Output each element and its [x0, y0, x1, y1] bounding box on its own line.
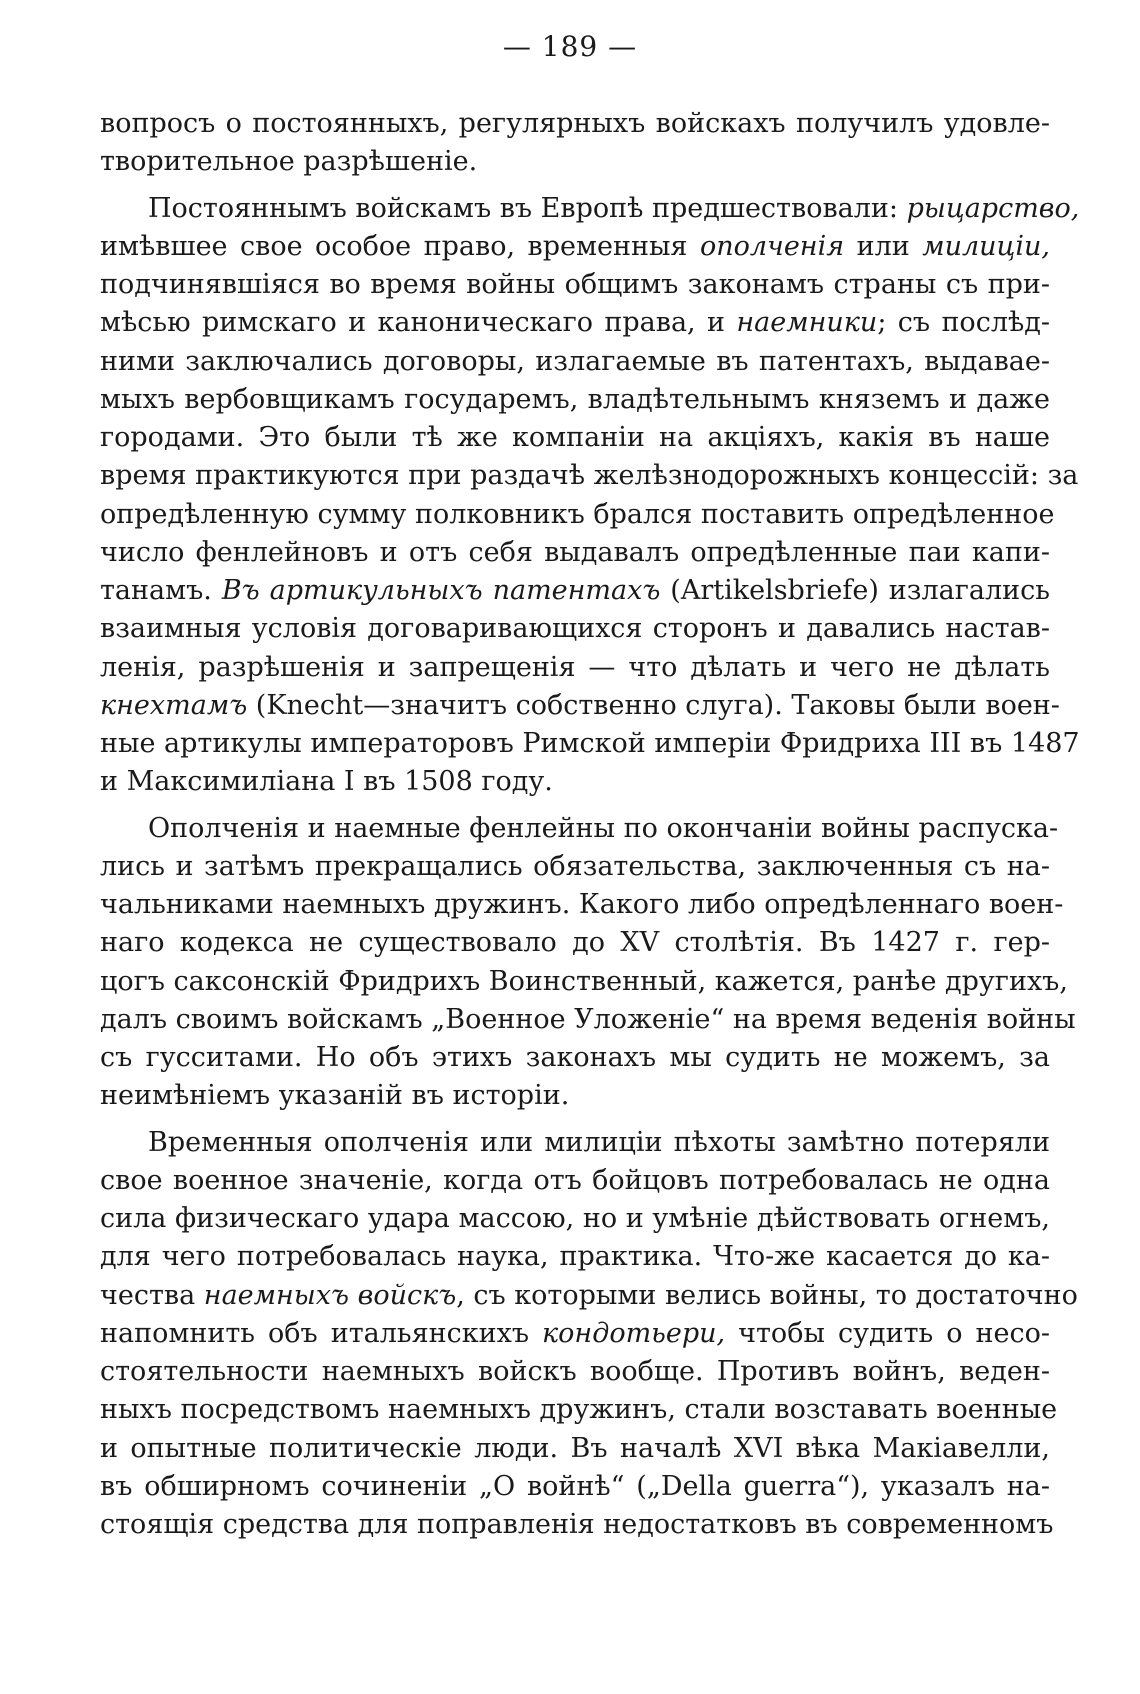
text-line: и Максимиліана I въ 1508 году. [100, 766, 553, 798]
text-line [100, 572, 1050, 610]
page-number: — 189 — [502, 30, 638, 63]
text-line: мыхъ вербовщикамъ государемъ, владѣтельнымъ княземъ и даже [100, 383, 1050, 415]
paragraph [100, 190, 1080, 802]
body-text [100, 105, 1080, 1544]
text-run: , съ которыми велись войны, то достаточно [456, 1279, 1078, 1311]
text-line [100, 228, 1050, 266]
text-line: сила физическаго удара массою, но и умѣніе дѣйствовать огнемъ, [100, 1203, 1050, 1234]
text-line: неимѣніемъ указаній въ исторіи. [100, 1080, 570, 1112]
text-line: время практикуются при раздачѣ желѣзнодорожныхъ концессій: за [100, 460, 1079, 492]
text-line: наго кодекса не существовало до XV столѣтія. Въ 1427 г. гер- [100, 927, 1050, 959]
text-line: ними заключались договоры, излагаемые въ патентахъ, выдавае- [100, 345, 1050, 377]
text-line [100, 1315, 1050, 1353]
text-line [100, 687, 1060, 725]
emphasis-run: ополченія [699, 230, 845, 262]
text-run: мѣсью римскаго и каноническаго права, и [100, 307, 737, 339]
text-line: чальниками наемныхъ дружинъ. Какого либо опредѣленнаго воен- [100, 889, 1064, 920]
paragraph [100, 1124, 1078, 1545]
paragraph [100, 105, 1050, 182]
text-line: свое военное значеніе, когда отъ бойцовъ потребовалась не одна [100, 1164, 1050, 1196]
text-run: имѣвшее свое особое право, временныя [100, 230, 700, 262]
text-run: чества [100, 1279, 204, 1311]
emphasis-run: наемники [736, 307, 878, 339]
text-line [100, 1277, 1078, 1315]
text-run: (Artikelsbriefe) излагались [660, 575, 1050, 606]
emphasis-run: милиціи, [922, 230, 1051, 262]
text-line: число фенлейновъ и отъ себя выдавалъ опредѣленные паи капи- [100, 536, 1050, 568]
paragraph [100, 810, 1076, 1116]
text-line: Временныя ополченія или милиціи пѣхоты замѣтно потеряли [148, 1126, 1050, 1158]
text-line: ныхъ посредствомъ наемныхъ дружинъ, стали возставать военные [100, 1394, 1058, 1426]
text-line: творительное разрѣшеніе. [100, 146, 478, 178]
text-line [100, 304, 1050, 342]
text-line: опредѣленную сумму полковникъ брался поставить опредѣленное [100, 498, 1055, 530]
text-run: чтобы судить о несо- [725, 1317, 1050, 1349]
text-line: стоящія средства для поправленія недостатковъ въ современномъ [100, 1509, 1054, 1540]
text-line: взаимныя условія договаривающихся сторонъ и давались настав- [100, 613, 1050, 645]
text-line: цогъ саксонскій Фридрихъ Воинственный, кажется, ранѣе другихъ, [100, 965, 1068, 997]
text-run: Постояннымъ войскамъ въ Европѣ предшествовали: [148, 192, 907, 224]
text-line: и опытные политическіе люди. Въ началѣ XVI вѣка Макіавелли, [100, 1432, 1050, 1464]
text-line: Ополченія и наемные фенлейны по окончаніи войны распуска- [148, 812, 1059, 844]
emphasis-run: кондотьери, [542, 1317, 726, 1349]
emphasis-run: наемныхъ войскъ [203, 1279, 457, 1311]
text-line [100, 190, 1080, 228]
emphasis-run: Въ артикульныхъ патентахъ [221, 575, 661, 606]
text-run: напомнить объ итальянскихъ [100, 1317, 543, 1349]
text-line: въ обширномъ сочиненіи „О войнѣ“ („Della guerra“), указалъ на- [100, 1470, 1050, 1502]
text-line: ленія, разрѣшенія и запрещенія — что дѣлать и чего не дѣлать [100, 651, 1050, 683]
text-line: подчинявшіяся во время войны общимъ законамъ страны съ при- [100, 269, 1050, 300]
text-line: стоятельности наемныхъ войскъ вообще. Противъ войнъ, веден- [100, 1356, 1050, 1387]
text-run: ; съ послѣд- [877, 307, 1050, 339]
text-line: городами. Это были тѣ же компаніи на акціяхъ, какія въ наше [100, 422, 1050, 453]
text-line: для чего потребовалась наука, практика. Что-же касается до ка- [100, 1241, 1050, 1273]
text-line: лись и затѣмъ прекращались обязательства, заключенныя съ на- [100, 850, 1050, 882]
text-line: съ гусситами. Но объ этихъ законахъ мы судить не можемъ, за [100, 1042, 1050, 1073]
text-run: танамъ. [100, 575, 222, 606]
text-line: далъ своимъ войскамъ „Военное Уложеніе“ на время веденія войны [100, 1003, 1076, 1035]
text-run: (Knecht—значитъ собственно слуга). Таковы были воен- [247, 689, 1060, 721]
text-run: или [844, 230, 923, 262]
text-line: ные артикулы императоровъ Римской имперіи Фридриха III въ 1487 [100, 728, 1080, 759]
emphasis-run: рыцарство, [906, 192, 1080, 224]
emphasis-run: кнехтамъ [100, 689, 248, 721]
text-line: вопросъ о постоянныхъ, регулярныхъ войскахъ получилъ удовле- [100, 108, 1050, 139]
